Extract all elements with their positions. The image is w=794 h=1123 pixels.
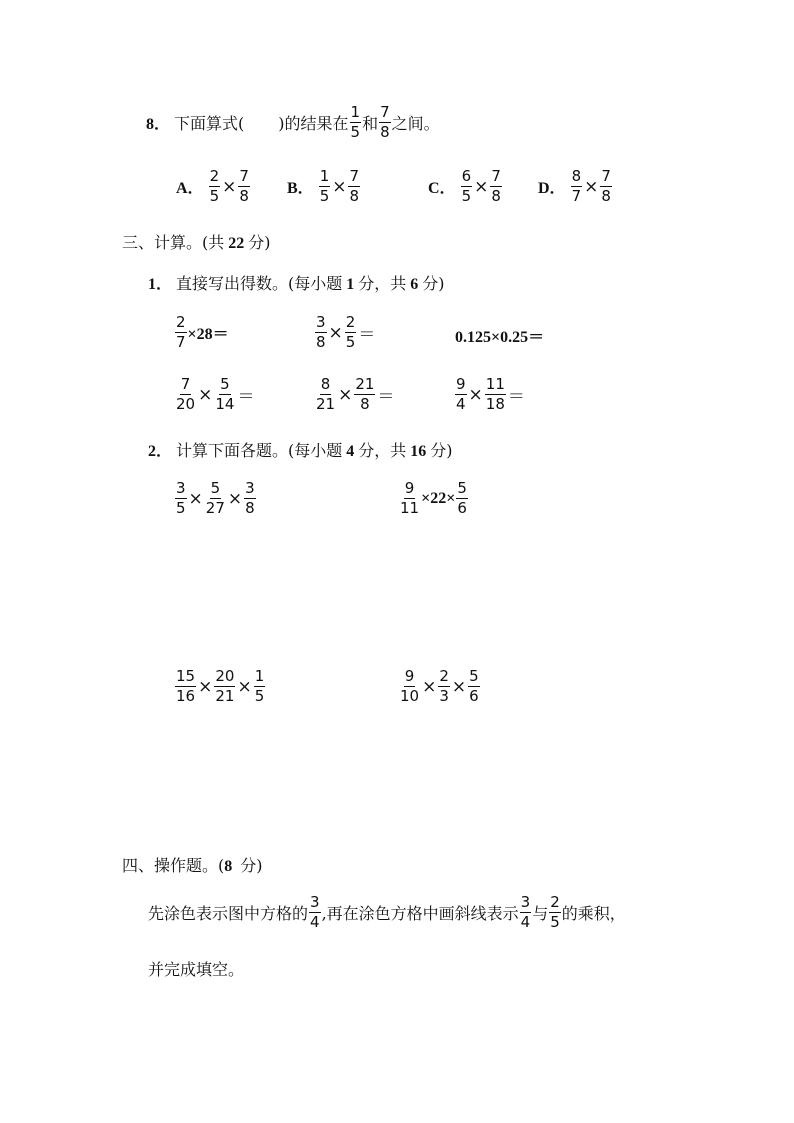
fraction: $\frac{5}{6}$: [469, 667, 479, 705]
option-fraction: $\frac{7}{8}$: [491, 167, 501, 205]
times-sign: ×: [474, 176, 489, 197]
fraction: $\frac{21}{8}$: [355, 375, 375, 413]
q8-text-mid: )的结果在: [278, 114, 349, 133]
expression-rest: ×28＝: [187, 326, 229, 343]
fraction: $\frac{1}{5}$: [254, 667, 265, 705]
fraction: $\frac{20}{21}$: [215, 667, 235, 705]
direct-calc-c: [455, 324, 544, 347]
subsection-1-heading: 1． 直接写出得数。(每小题 1 分，共 6 分): [148, 274, 445, 293]
fraction: $\frac{9}{10}$: [400, 667, 420, 705]
q8-option-c[interactable]: [428, 168, 503, 205]
instruction-text: 先涂色表示图中方格的: [148, 904, 309, 923]
instruction-text: 的乘积，: [561, 904, 626, 923]
option-label: D．: [538, 180, 566, 197]
times-sign: ×: [451, 676, 467, 697]
equals-sign: ＝: [377, 387, 395, 407]
equals-sign: ＝: [237, 387, 255, 407]
fraction: $\frac{11}{18}$: [485, 375, 505, 413]
q8-number: 8．: [146, 116, 171, 133]
fraction: $\frac{5}{14}$: [215, 375, 235, 413]
q8-fraction-2: $\frac{7}{8}$: [380, 103, 390, 141]
fraction: $\frac{8}{21}$: [316, 375, 336, 413]
fraction: $\frac{9}{11}$: [400, 479, 420, 517]
section-4-heading: 四、操作题。(8 分): [122, 856, 263, 875]
direct-calc-b: [314, 314, 376, 351]
times-sign: ×: [584, 176, 599, 197]
option-label: B．: [287, 180, 314, 197]
option-fraction: $\frac{8}{7}$: [571, 167, 582, 205]
section-4-instruction-line2: 并完成填空。: [148, 960, 245, 979]
fraction: $\frac{3}{5}$: [176, 479, 186, 517]
times-sign: ×: [188, 488, 203, 509]
times-sign: ×: [338, 384, 353, 405]
q8-option-d[interactable]: [538, 168, 613, 205]
fraction: $\frac{2}{5}$: [345, 313, 356, 351]
fraction: $\frac{2}{7}$: [176, 313, 186, 351]
times-sign: ×: [328, 322, 343, 343]
fraction: $\frac{3}{8}$: [316, 313, 326, 351]
fraction: $\frac{3}{4}$: [520, 893, 531, 931]
fraction: $\frac{2}{3}$: [439, 667, 449, 705]
option-fraction: $\frac{6}{5}$: [461, 167, 472, 205]
subsection-2-heading: 2． 计算下面各题。(每小题 4 分，共 16 分): [148, 441, 453, 460]
times-sign: ×: [332, 176, 347, 197]
q8-text-after: 之间。: [391, 114, 440, 133]
times-sign: ×: [422, 676, 437, 697]
direct-calc-d: [174, 376, 255, 413]
instruction-joiner: 与: [532, 904, 549, 923]
q8-text-before: 下面算式(: [174, 114, 245, 133]
option-label: C．: [428, 180, 456, 197]
q8-option-b[interactable]: [287, 168, 361, 205]
equals-sign: ＝: [507, 387, 525, 407]
fraction: $\frac{15}{16}$: [176, 667, 196, 705]
times-sign: ×: [222, 176, 237, 197]
fraction: $\frac{9}{4}$: [456, 375, 466, 413]
q8-fraction-1: $\frac{1}{5}$: [350, 103, 361, 141]
instruction-text: ,再在涂色方格中画斜线表示: [321, 904, 519, 923]
option-label: A．: [176, 180, 204, 197]
fraction: $\frac{2}{5}$: [550, 893, 560, 931]
direct-calc-f: [454, 376, 526, 413]
expression-mid: ×22×: [421, 489, 456, 507]
fraction: $\frac{3}{8}$: [245, 479, 255, 517]
calc-problem-a: [174, 480, 257, 517]
option-fraction: $\frac{2}{5}$: [209, 167, 220, 205]
expression: 0.125×0.25＝: [455, 329, 545, 346]
times-sign: ×: [198, 676, 213, 697]
calc-problem-c: [174, 668, 266, 705]
fraction: $\frac{3}{4}$: [310, 893, 320, 931]
q8-joiner: 和: [362, 114, 379, 133]
times-sign: ×: [227, 488, 243, 509]
equals-sign: ＝: [358, 325, 376, 345]
calc-problem-b: [398, 480, 469, 517]
fraction: $\frac{5}{27}$: [205, 479, 225, 517]
option-fraction: $\frac{1}{5}$: [319, 167, 330, 205]
direct-calc-e: [314, 376, 395, 413]
option-fraction: $\frac{7}{8}$: [239, 167, 249, 205]
times-sign: ×: [237, 676, 252, 697]
fraction: $\frac{7}{20}$: [176, 375, 196, 413]
q8-option-a[interactable]: [176, 168, 251, 205]
fraction: $\frac{5}{6}$: [457, 479, 467, 517]
section-3-heading: 三、计算。(共 22 分): [122, 233, 271, 252]
times-sign: ×: [198, 384, 213, 405]
q8-stem: [146, 104, 440, 141]
direct-calc-a: [174, 314, 229, 351]
option-fraction: $\frac{7}{8}$: [601, 167, 611, 205]
calc-problem-d: [398, 668, 481, 705]
times-sign: ×: [468, 384, 483, 405]
option-fraction: $\frac{7}{8}$: [349, 167, 360, 205]
section-4-instruction: [148, 894, 626, 931]
